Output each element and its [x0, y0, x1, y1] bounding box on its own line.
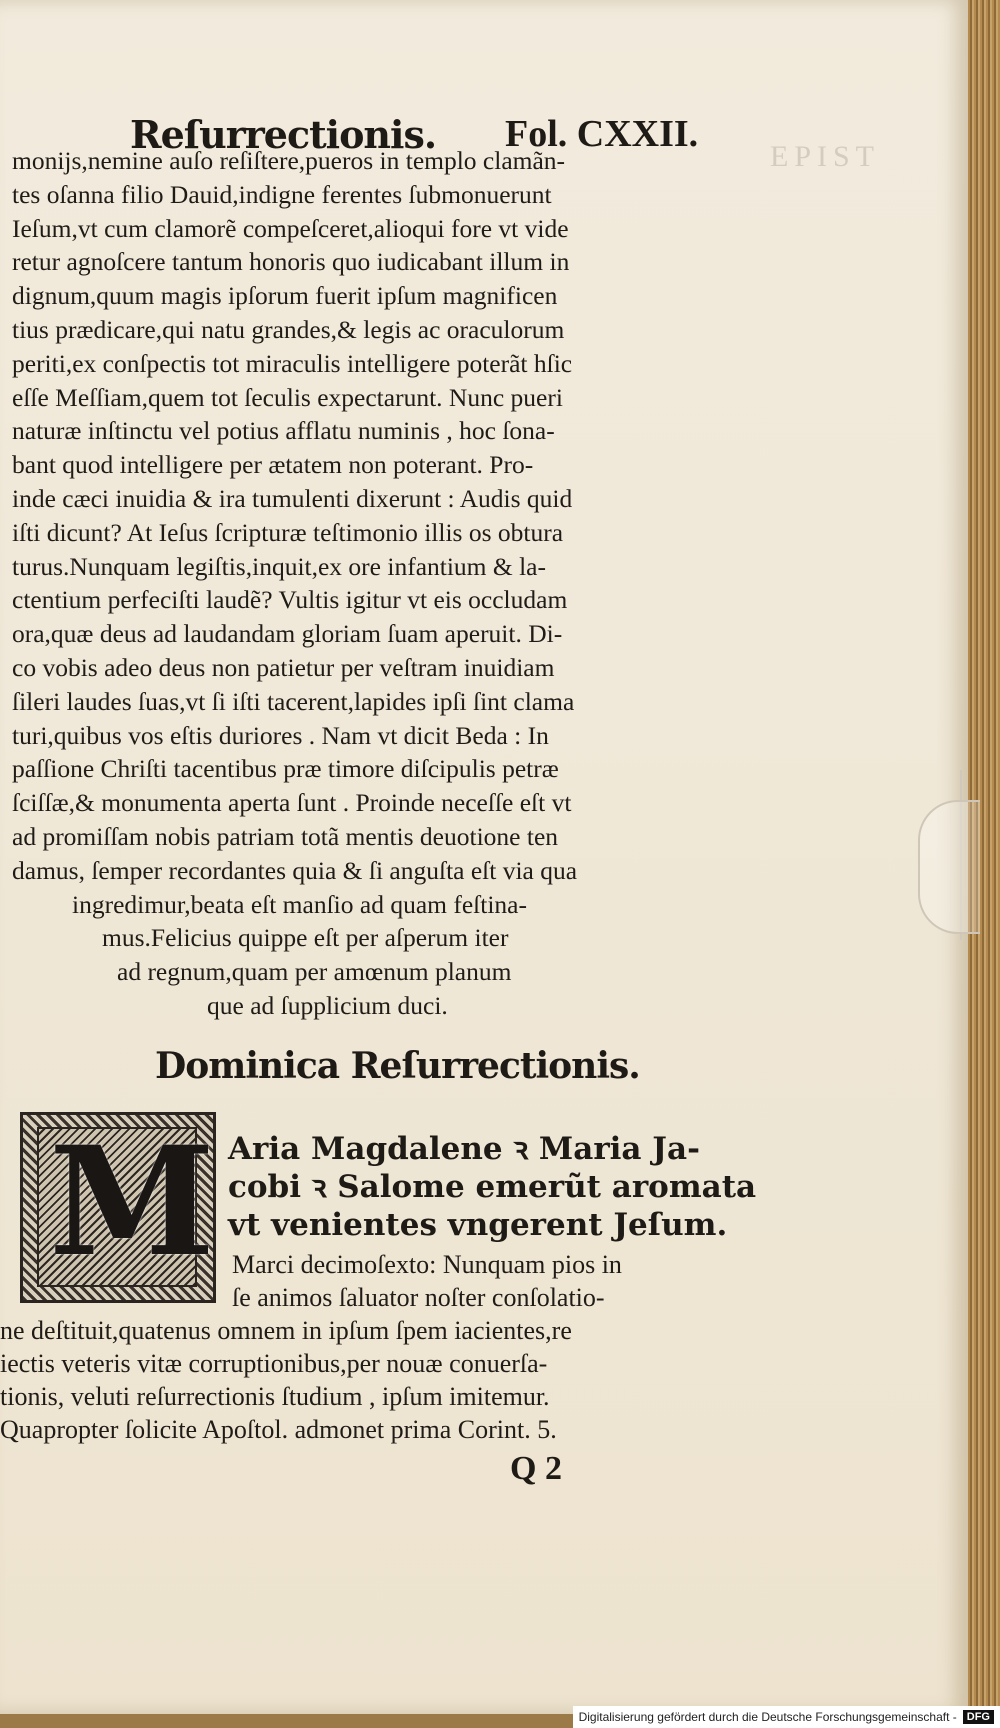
folio-number: Fol. CXXII.	[505, 113, 699, 155]
body-text-line: bant quod intelligere per ætatem non poterant. Pro-	[12, 450, 534, 480]
gospel-text-line: Marci decimoſexto: Nunquam pios in	[232, 1250, 622, 1279]
body-text-line: periti,ex conſpectis tot miraculis intelligere poterãt hſic	[12, 348, 573, 378]
initial-letter: M	[49, 1114, 216, 1290]
body-text-line: que ad ſupplicium duci.	[207, 990, 448, 1020]
footer-bar	[573, 1706, 1000, 1728]
body-text-line: co vobis adeo deus non patietur per veſtram inuidiam	[12, 652, 555, 682]
footer-credit: Digitalisierung gefördert durch die Deutsche Forschungsgemeinschaft -	[578, 1710, 957, 1724]
running-head-title: Reſurrectionis.	[130, 112, 437, 157]
body-text-line: tius prædicare,qui natu grandes,& legis ac oraculorum	[12, 314, 565, 344]
body-text-line: tes oſanna filio Dauid,indigne ferentes ſubmonuerunt	[12, 179, 552, 209]
decorated-initial	[20, 1112, 216, 1303]
gospel-heading-line: vt venientes vngerent Jeſum.	[228, 1207, 728, 1243]
body-text-line: ſileri laudes ſuas,vt ſi iſti tacerent,lapides ipſi ſint clama	[12, 686, 575, 716]
body-text-line: iſti dicunt? At Ieſus ſcripturæ teſtimonio illis os obtura	[12, 517, 564, 547]
gospel-text-indented	[232, 1248, 752, 1314]
main-text-block	[12, 144, 752, 1023]
gospel-heading-line: Aria Magdalene ꝛ Maria Ja-	[228, 1131, 700, 1167]
gospel-text-line: Quapropter ſolicite Apoſtol. admonet prima Corint. 5.	[0, 1415, 557, 1444]
body-text-line: Ieſum,vt cum clamorẽ compeſceret,alioqui fore vt vide	[12, 213, 569, 243]
body-text-line: paſſione Chriſti tacentibus præ timore diſcipulis petræ	[12, 754, 559, 784]
body-text-line: ora,quæ deus ad laudandam gloriam ſuam aperuit. Di-	[12, 619, 563, 649]
gospel-text-full	[0, 1314, 760, 1446]
body-text-line: retur agnoſcere tantum honoris quo iudicabant illum in	[12, 247, 570, 277]
page-clip	[918, 800, 980, 934]
section-heading: Dominica Reſurrectionis.	[155, 1045, 640, 1087]
body-text-line: ad promiſſam nobis patriam totã mentis deuotione ten	[12, 821, 559, 851]
gospel-heading	[228, 1130, 757, 1244]
gospel-text-line: ne deſtituit,quatenus omnem in ipſum ſpem iacientes,re	[0, 1316, 572, 1345]
body-text-line: ſciſſæ,& monumenta aperta ſunt . Proinde neceſſe eſt vt	[12, 788, 572, 818]
body-text-line: ad regnum,quam per amœnum planum	[117, 957, 512, 987]
gospel-text-line: tionis, veluti reſurrectionis ſtudium , ipſum imitemur.	[0, 1382, 550, 1411]
body-text-line: dignum,quum magis ipſorum fuerit ipſum magnificen	[12, 281, 558, 311]
body-text-line: ingredimur,beata eſt manſio ad quam feſtina-	[72, 889, 527, 919]
body-text-line: inde cæci inuidia & ira tumulenti dixerunt : Audis quid	[12, 483, 573, 513]
body-text-line: damus, ſemper recordantes quia & ſi anguſta eſt via qua	[12, 855, 578, 885]
body-text-line: ctentium perfeciſti laudẽ? Vultis igitur vt eis occludam	[12, 585, 568, 615]
gospel-heading-line: cobi ꝛ Salome emerũt aromata	[228, 1169, 757, 1205]
body-text-line: naturæ inſtinctu vel potius afflatu numinis , hoc ſona-	[12, 416, 555, 446]
gospel-text-line: ſe animos ſaluator noſter conſolatio-	[232, 1283, 605, 1312]
body-text-line: eſſe Meſſiam,quem tot ſeculis expectarunt. Nunc pueri	[12, 382, 563, 412]
gospel-text-line: iectis veteris vitæ corruptionibus,per nouæ conuerſa-	[0, 1349, 548, 1378]
body-text-line: turi,quibus vos eſtis duriores . Nam vt dicit Beda : In	[12, 720, 549, 750]
body-text-line: monijs,nemine auſo reſiſtere,pueros in templo clamãn-	[12, 146, 566, 175]
body-text-line: mus.Felicius quippe eſt per aſperum iter	[102, 923, 509, 953]
bleed-through-text: EPIST	[770, 140, 881, 173]
signature-mark: Q 2	[510, 1450, 562, 1487]
dfg-logo: DFG	[963, 1710, 994, 1724]
body-text-line: turus.Nunquam legiſtis,inquit,ex ore infantium & la-	[12, 551, 546, 581]
